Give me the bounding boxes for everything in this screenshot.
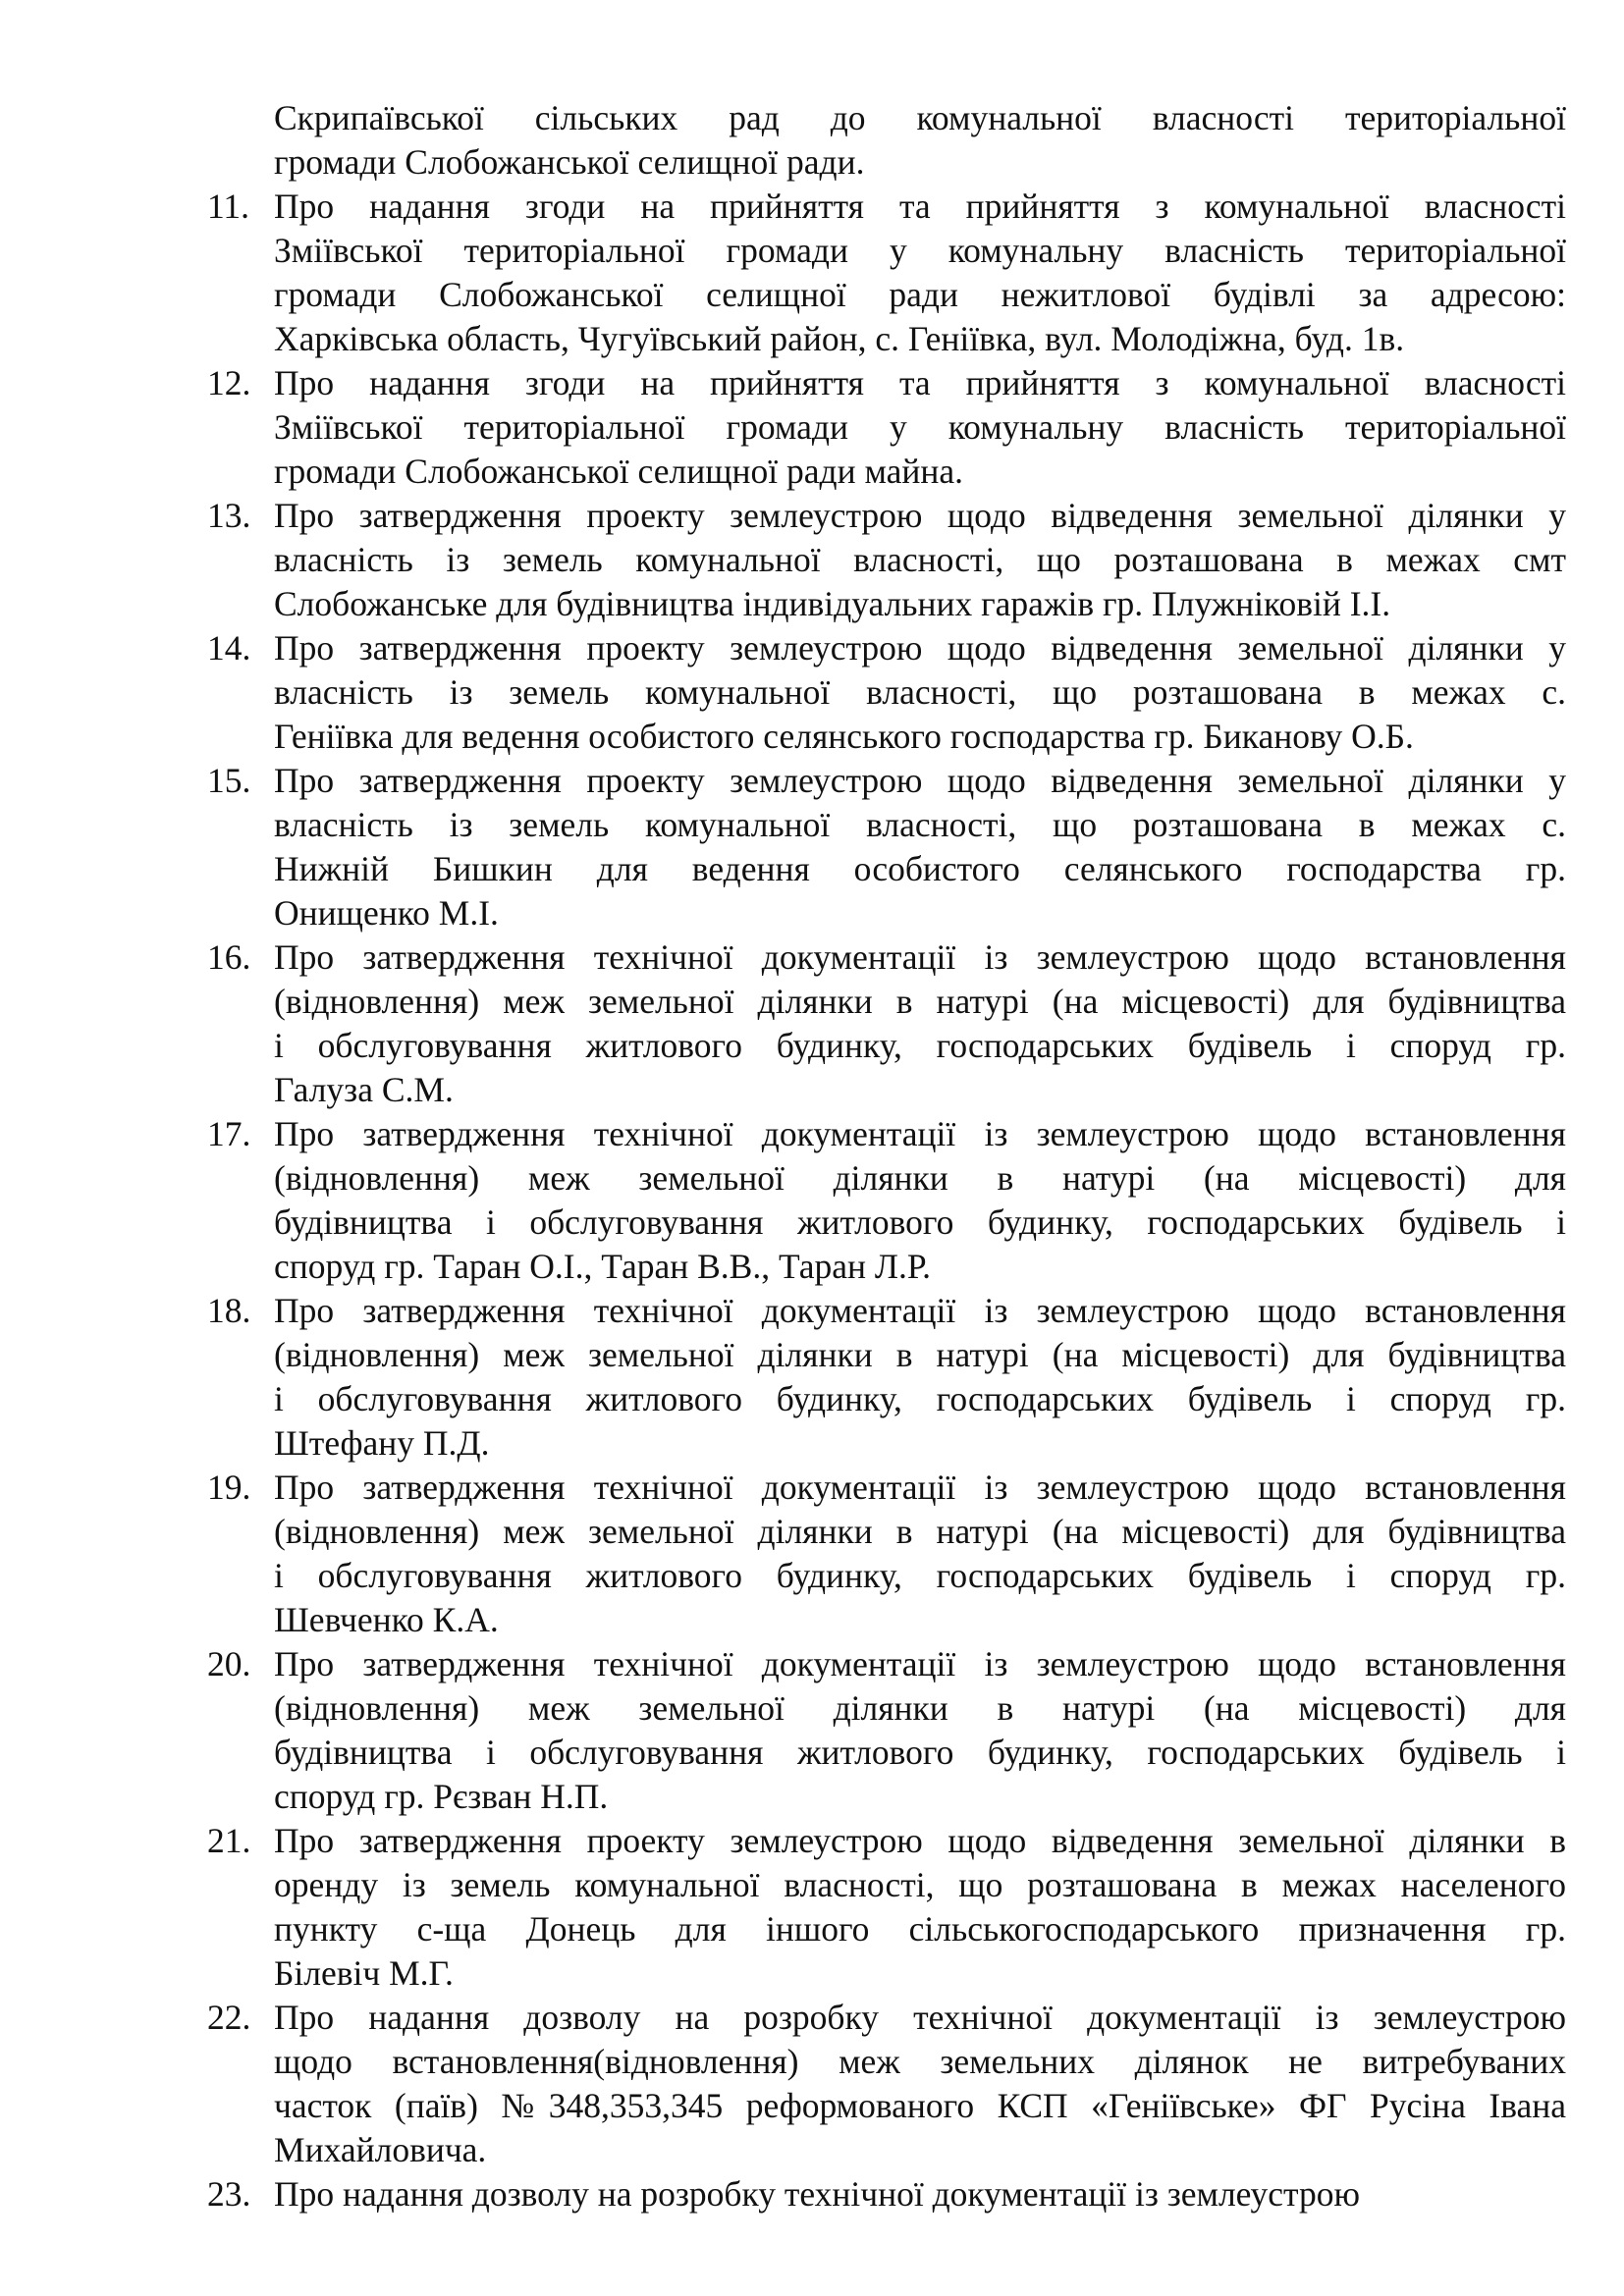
text-line: пункту с-ща Донець для іншого сільськогосподарського призначення гр. [274, 1909, 1566, 1949]
text-line: Про затвердження технічної документації із землеустрою щодо встановлення [274, 1468, 1566, 1507]
text-line: часток (паїв) №348,353,345 реформованого КСП «Геніївське» ФГ Русіна Івана [274, 2086, 1566, 2125]
text-line: Зміївської територіальної громади у комунальну власність територіальної [274, 231, 1566, 270]
text-line: Про надання згоди на прийняття та прийняття з комунальної власності [274, 187, 1566, 226]
agenda-item [207, 2172, 1566, 2216]
item-text [274, 759, 1566, 935]
text-line: (відновлення) меж земельної ділянки в натурі (на місцевості) для [274, 1688, 1566, 1728]
text-line: і обслуговування житлового будинку, господарських будівель і споруд гр. [274, 1379, 1566, 1418]
text-line: будівництва і обслуговування житлового будинку, господарських будівель і [274, 1733, 1566, 1772]
item-text [274, 1289, 1566, 1466]
text-line: (відновлення) меж земельної ділянки в натурі (на місцевості) для будівництва [274, 982, 1566, 1021]
item-number: 12. [207, 363, 251, 402]
text-line: громади Слобожанської селищної ради. [274, 142, 865, 182]
text-line: власність із земель комунальної власності, що розташована в межах смт [274, 540, 1566, 579]
text-line: Про затвердження проекту землеустрою щодо відведення земельної ділянки у [274, 628, 1566, 667]
text-line: Зміївської територіальної громади у комунальну власність територіальної [274, 407, 1566, 447]
item-number: 20. [207, 1644, 251, 1683]
item-text [274, 361, 1566, 494]
text-line: (відновлення) меж земельної ділянки в натурі (на місцевості) для будівництва [274, 1335, 1566, 1374]
item-number: 14. [207, 628, 251, 667]
text-line: споруд гр. Рєзван Н.П. [274, 1777, 609, 1816]
document-body [207, 96, 1566, 2216]
text-line: і обслуговування житлового будинку, господарських будівель і споруд гр. [274, 1026, 1566, 1065]
text-line: (відновлення) меж земельної ділянки в натурі (на місцевості) для будівництва [274, 1512, 1566, 1551]
text-line: будівництва і обслуговування житлового будинку, господарських будівель і [274, 1202, 1566, 1242]
item-number: 22. [207, 1998, 251, 2037]
text-line: Про затвердження технічної документації із землеустрою щодо встановлення [274, 937, 1566, 977]
agenda-list [207, 185, 1566, 2216]
text-line: Галуза С.М. [274, 1070, 454, 1109]
item-number: 15. [207, 761, 251, 800]
agenda-item [207, 494, 1566, 626]
agenda-item [207, 1819, 1566, 1996]
item-text [274, 1996, 1566, 2172]
text-line: оренду із земель комунальної власності, що розташована в межах населеного [274, 1865, 1566, 1904]
item-text [274, 1819, 1566, 1996]
item-number: 19. [207, 1468, 251, 1507]
text-line: власність із земель комунальної власності, що розташована в межах с. [274, 672, 1566, 712]
text-line: Геніївка для ведення особистого селянського господарства гр. Биканову О.Б. [274, 717, 1414, 756]
text-line: Про надання дозволу на розробку технічної документації із землеустрою [274, 1998, 1566, 2037]
text-line: Про затвердження технічної документації із землеустрою щодо встановлення [274, 1644, 1566, 1683]
agenda-item [207, 759, 1566, 935]
text-line: Харківська область, Чугуївський район, с. Геніївка, вул. Молодіжна, буд. 1в. [274, 319, 1405, 358]
item-number: 21. [207, 1821, 251, 1860]
item-text [274, 1642, 1566, 1819]
item-number: 16. [207, 937, 251, 977]
agenda-item [207, 1642, 1566, 1819]
item-text [274, 2172, 1566, 2216]
text-line: Про затвердження проекту землеустрою щодо відведення земельної ділянки в [274, 1821, 1566, 1860]
agenda-item [207, 185, 1566, 361]
text-line: Скрипаївської сільських рад до комунальної власності територіальної [274, 98, 1566, 137]
text-line: споруд гр. Таран О.І., Таран В.В., Таран Л.Р. [274, 1247, 932, 1286]
item-text [274, 1466, 1566, 1642]
item-number: 17. [207, 1114, 251, 1153]
text-line: власність із земель комунальної власності, що розташована в межах с. [274, 805, 1566, 844]
text-line: Шевченко К.А. [274, 1600, 499, 1639]
item-text [274, 626, 1566, 759]
text-line: Слобожанське для будівництва індивідуальних гаражів гр. Плужніковій І.І. [274, 584, 1391, 623]
item-text [274, 1112, 1566, 1289]
agenda-item [207, 1466, 1566, 1642]
text-line: Про надання згоди на прийняття та прийняття з комунальної власності [274, 363, 1566, 402]
text-line: Про затвердження технічної документації із землеустрою щодо встановлення [274, 1114, 1566, 1153]
item-text [274, 185, 1566, 361]
text-line: Про затвердження технічної документації із землеустрою щодо встановлення [274, 1291, 1566, 1330]
text-line: Онищенко М.І. [274, 893, 499, 933]
text-line: Білевіч М.Г. [274, 1953, 454, 1993]
agenda-item [207, 935, 1566, 1112]
item-number: 18. [207, 1291, 251, 1330]
text-line: Штефану П.Д. [274, 1423, 490, 1463]
agenda-item [207, 1996, 1566, 2172]
text-line: Нижній Бишкин для ведення особистого селянського господарства гр. [274, 849, 1566, 888]
agenda-item [207, 1112, 1566, 1289]
text-line: і обслуговування житлового будинку, господарських будівель і споруд гр. [274, 1556, 1566, 1595]
text-line: Про затвердження проекту землеустрою щодо відведення земельної ділянки у [274, 496, 1566, 535]
text-line: Михайловича. [274, 2130, 487, 2169]
agenda-item [207, 1289, 1566, 1466]
continuation-paragraph [274, 96, 1566, 185]
text-line: Про надання дозволу на розробку технічної документації із землеустрою [274, 2174, 1361, 2214]
text-line: Про затвердження проекту землеустрою щодо відведення земельної ділянки у [274, 761, 1566, 800]
item-text [274, 935, 1566, 1112]
item-number: 23. [207, 2174, 251, 2214]
text-line: щодо встановлення(відновлення) меж земельних ділянок не витребуваних [274, 2042, 1566, 2081]
agenda-item [207, 361, 1566, 494]
item-text [274, 494, 1566, 626]
text-line: громади Слобожанської селищної ради майна. [274, 452, 964, 491]
text-line: громади Слобожанської селищної ради нежитлової будівлі за адресою: [274, 275, 1566, 314]
item-number: 13. [207, 496, 251, 535]
item-number: 11. [207, 187, 250, 226]
agenda-item [207, 626, 1566, 759]
text-line: (відновлення) меж земельної ділянки в натурі (на місцевості) для [274, 1158, 1566, 1198]
